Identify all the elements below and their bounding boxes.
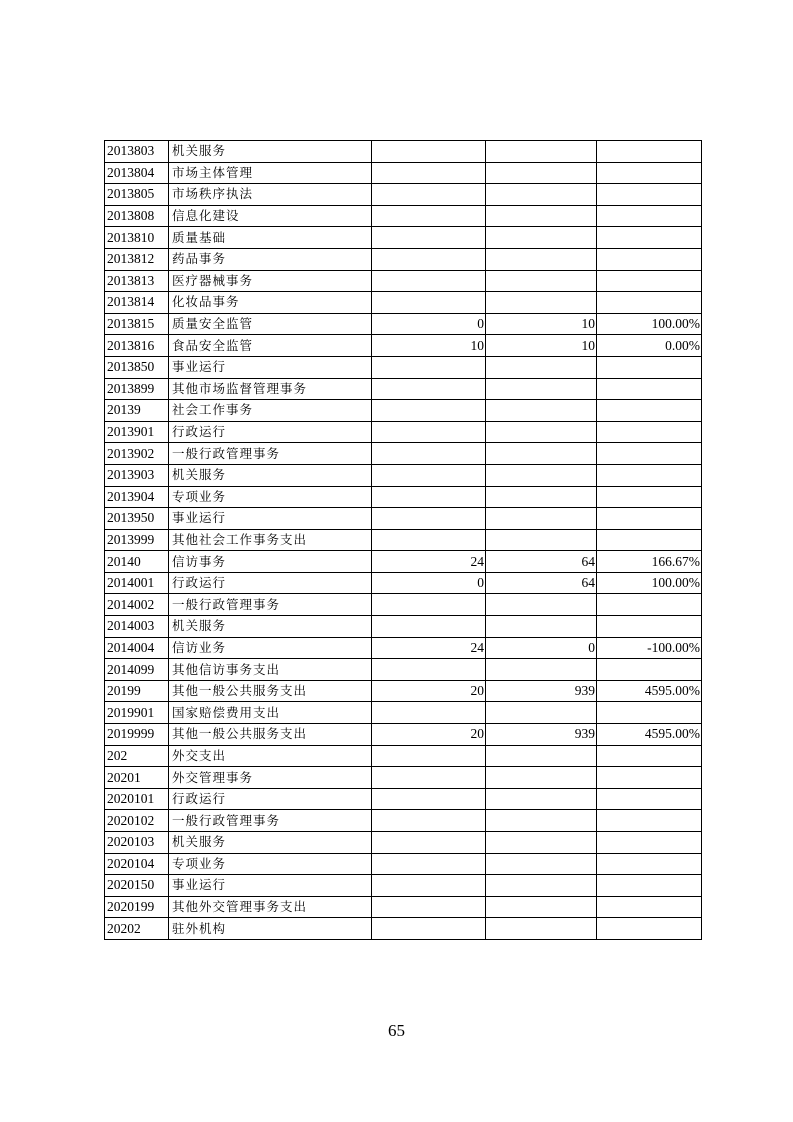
row-value-2-cell: [486, 184, 597, 206]
row-name-cell: 市场主体管理: [169, 162, 372, 184]
row-code-cell: 2019999: [105, 724, 169, 746]
row-value-1-cell: [372, 464, 486, 486]
row-code-cell: 2013899: [105, 378, 169, 400]
row-value-1-cell: [372, 529, 486, 551]
table-row: [105, 724, 702, 746]
row-name-cell: 食品安全监管: [169, 335, 372, 357]
row-change-cell: [597, 745, 702, 767]
row-name-cell: 机关服务: [169, 832, 372, 854]
row-name-cell: 事业运行: [169, 356, 372, 378]
row-value-2-cell: [486, 227, 597, 249]
table-row: [105, 572, 702, 594]
row-name-cell: 其他一般公共服务支出: [169, 680, 372, 702]
row-value-1-cell: [372, 788, 486, 810]
row-code-cell: 2013805: [105, 184, 169, 206]
row-value-1-cell: [372, 270, 486, 292]
row-value-2-cell: 939: [486, 680, 597, 702]
row-name-cell: 外交管理事务: [169, 767, 372, 789]
row-change-cell: [597, 594, 702, 616]
row-code-cell: 2013902: [105, 443, 169, 465]
row-code-cell: 20139: [105, 400, 169, 422]
row-value-1-cell: [372, 443, 486, 465]
row-change-cell: [597, 464, 702, 486]
row-name-cell: 驻外机构: [169, 918, 372, 940]
row-code-cell: 2013810: [105, 227, 169, 249]
row-name-cell: 一般行政管理事务: [169, 594, 372, 616]
row-name-cell: 行政运行: [169, 421, 372, 443]
row-value-1-cell: 24: [372, 551, 486, 573]
row-value-2-cell: [486, 400, 597, 422]
row-change-cell: 100.00%: [597, 313, 702, 335]
row-code-cell: 2013813: [105, 270, 169, 292]
row-change-cell: [597, 486, 702, 508]
row-change-cell: [597, 421, 702, 443]
table-row: [105, 702, 702, 724]
row-value-2-cell: [486, 378, 597, 400]
row-value-1-cell: [372, 594, 486, 616]
row-value-1-cell: [372, 616, 486, 638]
row-change-cell: [597, 875, 702, 897]
row-name-cell: 机关服务: [169, 464, 372, 486]
row-change-cell: [597, 788, 702, 810]
row-value-2-cell: [486, 356, 597, 378]
row-value-2-cell: [486, 529, 597, 551]
row-code-cell: 20140: [105, 551, 169, 573]
table-row: [105, 529, 702, 551]
row-change-cell: [597, 896, 702, 918]
row-value-2-cell: [486, 832, 597, 854]
row-name-cell: 一般行政管理事务: [169, 443, 372, 465]
table-row: [105, 680, 702, 702]
row-change-cell: [597, 659, 702, 681]
table-row: [105, 400, 702, 422]
row-code-cell: 2013901: [105, 421, 169, 443]
table-row: [105, 184, 702, 206]
row-code-cell: 2014002: [105, 594, 169, 616]
table-row: [105, 248, 702, 270]
row-name-cell: 信访业务: [169, 637, 372, 659]
row-code-cell: 2013999: [105, 529, 169, 551]
row-value-2-cell: [486, 292, 597, 314]
row-change-cell: [597, 616, 702, 638]
table-row: [105, 551, 702, 573]
row-name-cell: 社会工作事务: [169, 400, 372, 422]
row-value-1-cell: [372, 378, 486, 400]
table-row: [105, 421, 702, 443]
row-value-1-cell: [372, 853, 486, 875]
row-value-1-cell: [372, 227, 486, 249]
row-value-2-cell: [486, 443, 597, 465]
row-code-cell: 2019901: [105, 702, 169, 724]
row-code-cell: 2020101: [105, 788, 169, 810]
table-row: [105, 292, 702, 314]
table-body: [105, 141, 702, 940]
table-row: [105, 853, 702, 875]
row-name-cell: 信访事务: [169, 551, 372, 573]
row-value-1-cell: [372, 767, 486, 789]
row-value-1-cell: [372, 248, 486, 270]
table-row: [105, 616, 702, 638]
row-value-2-cell: [486, 853, 597, 875]
row-code-cell: 2013904: [105, 486, 169, 508]
row-code-cell: 202: [105, 745, 169, 767]
row-value-2-cell: [486, 616, 597, 638]
row-value-2-cell: [486, 205, 597, 227]
row-change-cell: [597, 141, 702, 163]
row-change-cell: [597, 508, 702, 530]
budget-table: [104, 140, 702, 940]
row-value-1-cell: [372, 356, 486, 378]
row-name-cell: 药品事务: [169, 248, 372, 270]
row-change-cell: [597, 529, 702, 551]
row-change-cell: [597, 918, 702, 940]
row-value-2-cell: 10: [486, 335, 597, 357]
row-change-cell: [597, 248, 702, 270]
table-row: [105, 767, 702, 789]
row-value-1-cell: [372, 702, 486, 724]
table-row: [105, 918, 702, 940]
row-value-1-cell: 0: [372, 572, 486, 594]
row-code-cell: 20202: [105, 918, 169, 940]
row-code-cell: 20199: [105, 680, 169, 702]
row-value-1-cell: [372, 141, 486, 163]
row-name-cell: 行政运行: [169, 788, 372, 810]
row-value-1-cell: [372, 745, 486, 767]
table-row: [105, 637, 702, 659]
row-name-cell: 行政运行: [169, 572, 372, 594]
row-value-1-cell: [372, 205, 486, 227]
table-row: [105, 313, 702, 335]
row-code-cell: 2013808: [105, 205, 169, 227]
row-change-cell: 4595.00%: [597, 724, 702, 746]
row-code-cell: 2014004: [105, 637, 169, 659]
row-code-cell: 2014099: [105, 659, 169, 681]
table-row: [105, 443, 702, 465]
row-value-2-cell: 64: [486, 572, 597, 594]
row-name-cell: 机关服务: [169, 616, 372, 638]
row-code-cell: 2013814: [105, 292, 169, 314]
row-code-cell: 2013816: [105, 335, 169, 357]
table-row: [105, 464, 702, 486]
row-value-2-cell: 10: [486, 313, 597, 335]
table-row: [105, 335, 702, 357]
row-name-cell: 其他信访事务支出: [169, 659, 372, 681]
row-code-cell: 2014003: [105, 616, 169, 638]
row-value-2-cell: [486, 896, 597, 918]
row-value-2-cell: 939: [486, 724, 597, 746]
row-name-cell: 事业运行: [169, 508, 372, 530]
table-row: [105, 227, 702, 249]
row-change-cell: 166.67%: [597, 551, 702, 573]
row-name-cell: 机关服务: [169, 141, 372, 163]
row-value-2-cell: [486, 141, 597, 163]
row-value-2-cell: [486, 464, 597, 486]
table-row: [105, 745, 702, 767]
row-value-1-cell: 0: [372, 313, 486, 335]
row-value-2-cell: [486, 508, 597, 530]
row-value-2-cell: [486, 767, 597, 789]
row-code-cell: 2013815: [105, 313, 169, 335]
row-name-cell: 国家赔偿费用支出: [169, 702, 372, 724]
row-change-cell: [597, 767, 702, 789]
row-value-1-cell: 20: [372, 724, 486, 746]
row-code-cell: 2020104: [105, 853, 169, 875]
row-name-cell: 市场秩序执法: [169, 184, 372, 206]
row-change-cell: [597, 378, 702, 400]
row-change-cell: 0.00%: [597, 335, 702, 357]
table-row: [105, 832, 702, 854]
row-name-cell: 质量基础: [169, 227, 372, 249]
row-code-cell: 2020199: [105, 896, 169, 918]
row-value-1-cell: [372, 659, 486, 681]
row-code-cell: 2014001: [105, 572, 169, 594]
row-value-2-cell: [486, 810, 597, 832]
row-code-cell: 2013850: [105, 356, 169, 378]
row-name-cell: 化妆品事务: [169, 292, 372, 314]
row-code-cell: 2013903: [105, 464, 169, 486]
table-row: [105, 810, 702, 832]
row-change-cell: [597, 356, 702, 378]
row-name-cell: 外交支出: [169, 745, 372, 767]
table-row: [105, 896, 702, 918]
row-value-1-cell: 20: [372, 680, 486, 702]
row-change-cell: [597, 205, 702, 227]
row-value-2-cell: [486, 918, 597, 940]
row-value-2-cell: [486, 594, 597, 616]
row-name-cell: 质量安全监管: [169, 313, 372, 335]
table-row: [105, 205, 702, 227]
row-value-1-cell: 24: [372, 637, 486, 659]
table-row: [105, 486, 702, 508]
row-change-cell: [597, 810, 702, 832]
table-row: [105, 594, 702, 616]
page-number: 65: [388, 1021, 405, 1040]
row-change-cell: [597, 292, 702, 314]
row-value-1-cell: 10: [372, 335, 486, 357]
row-change-cell: [597, 832, 702, 854]
row-change-cell: 100.00%: [597, 572, 702, 594]
row-value-1-cell: [372, 486, 486, 508]
row-value-1-cell: [372, 421, 486, 443]
row-value-1-cell: [372, 162, 486, 184]
row-value-2-cell: [486, 745, 597, 767]
row-code-cell: 2020103: [105, 832, 169, 854]
row-value-1-cell: [372, 508, 486, 530]
table-row: [105, 141, 702, 163]
row-code-cell: 2013812: [105, 248, 169, 270]
row-value-2-cell: 64: [486, 551, 597, 573]
row-change-cell: [597, 227, 702, 249]
row-value-2-cell: [486, 270, 597, 292]
row-value-2-cell: [486, 486, 597, 508]
row-value-2-cell: [486, 875, 597, 897]
table-row: [105, 508, 702, 530]
table-row: [105, 659, 702, 681]
row-change-cell: [597, 270, 702, 292]
row-value-2-cell: [486, 162, 597, 184]
row-name-cell: 其他社会工作事务支出: [169, 529, 372, 551]
row-value-1-cell: [372, 896, 486, 918]
row-name-cell: 其他外交管理事务支出: [169, 896, 372, 918]
row-name-cell: 事业运行: [169, 875, 372, 897]
table-row: [105, 162, 702, 184]
row-value-2-cell: [486, 702, 597, 724]
row-name-cell: 信息化建设: [169, 205, 372, 227]
row-name-cell: 其他一般公共服务支出: [169, 724, 372, 746]
row-change-cell: [597, 162, 702, 184]
row-code-cell: 20201: [105, 767, 169, 789]
row-name-cell: 一般行政管理事务: [169, 810, 372, 832]
table-row: [105, 788, 702, 810]
table-row: [105, 356, 702, 378]
row-name-cell: 其他市场监督管理事务: [169, 378, 372, 400]
row-value-2-cell: [486, 659, 597, 681]
row-name-cell: 专项业务: [169, 486, 372, 508]
row-change-cell: [597, 443, 702, 465]
row-value-2-cell: [486, 788, 597, 810]
row-code-cell: 2013804: [105, 162, 169, 184]
table-row: [105, 270, 702, 292]
row-code-cell: 2020150: [105, 875, 169, 897]
row-code-cell: 2013803: [105, 141, 169, 163]
row-name-cell: 医疗器械事务: [169, 270, 372, 292]
table-row: [105, 378, 702, 400]
row-change-cell: [597, 184, 702, 206]
row-change-cell: -100.00%: [597, 637, 702, 659]
row-name-cell: 专项业务: [169, 853, 372, 875]
row-value-2-cell: [486, 248, 597, 270]
table-row: [105, 875, 702, 897]
row-value-1-cell: [372, 810, 486, 832]
row-change-cell: 4595.00%: [597, 680, 702, 702]
row-code-cell: 2013950: [105, 508, 169, 530]
row-change-cell: [597, 400, 702, 422]
row-value-1-cell: [372, 184, 486, 206]
row-value-1-cell: [372, 918, 486, 940]
row-code-cell: 2020102: [105, 810, 169, 832]
row-value-1-cell: [372, 400, 486, 422]
row-value-2-cell: [486, 421, 597, 443]
row-value-2-cell: 0: [486, 637, 597, 659]
row-change-cell: [597, 702, 702, 724]
row-value-1-cell: [372, 875, 486, 897]
row-change-cell: [597, 853, 702, 875]
row-value-1-cell: [372, 292, 486, 314]
row-value-1-cell: [372, 832, 486, 854]
